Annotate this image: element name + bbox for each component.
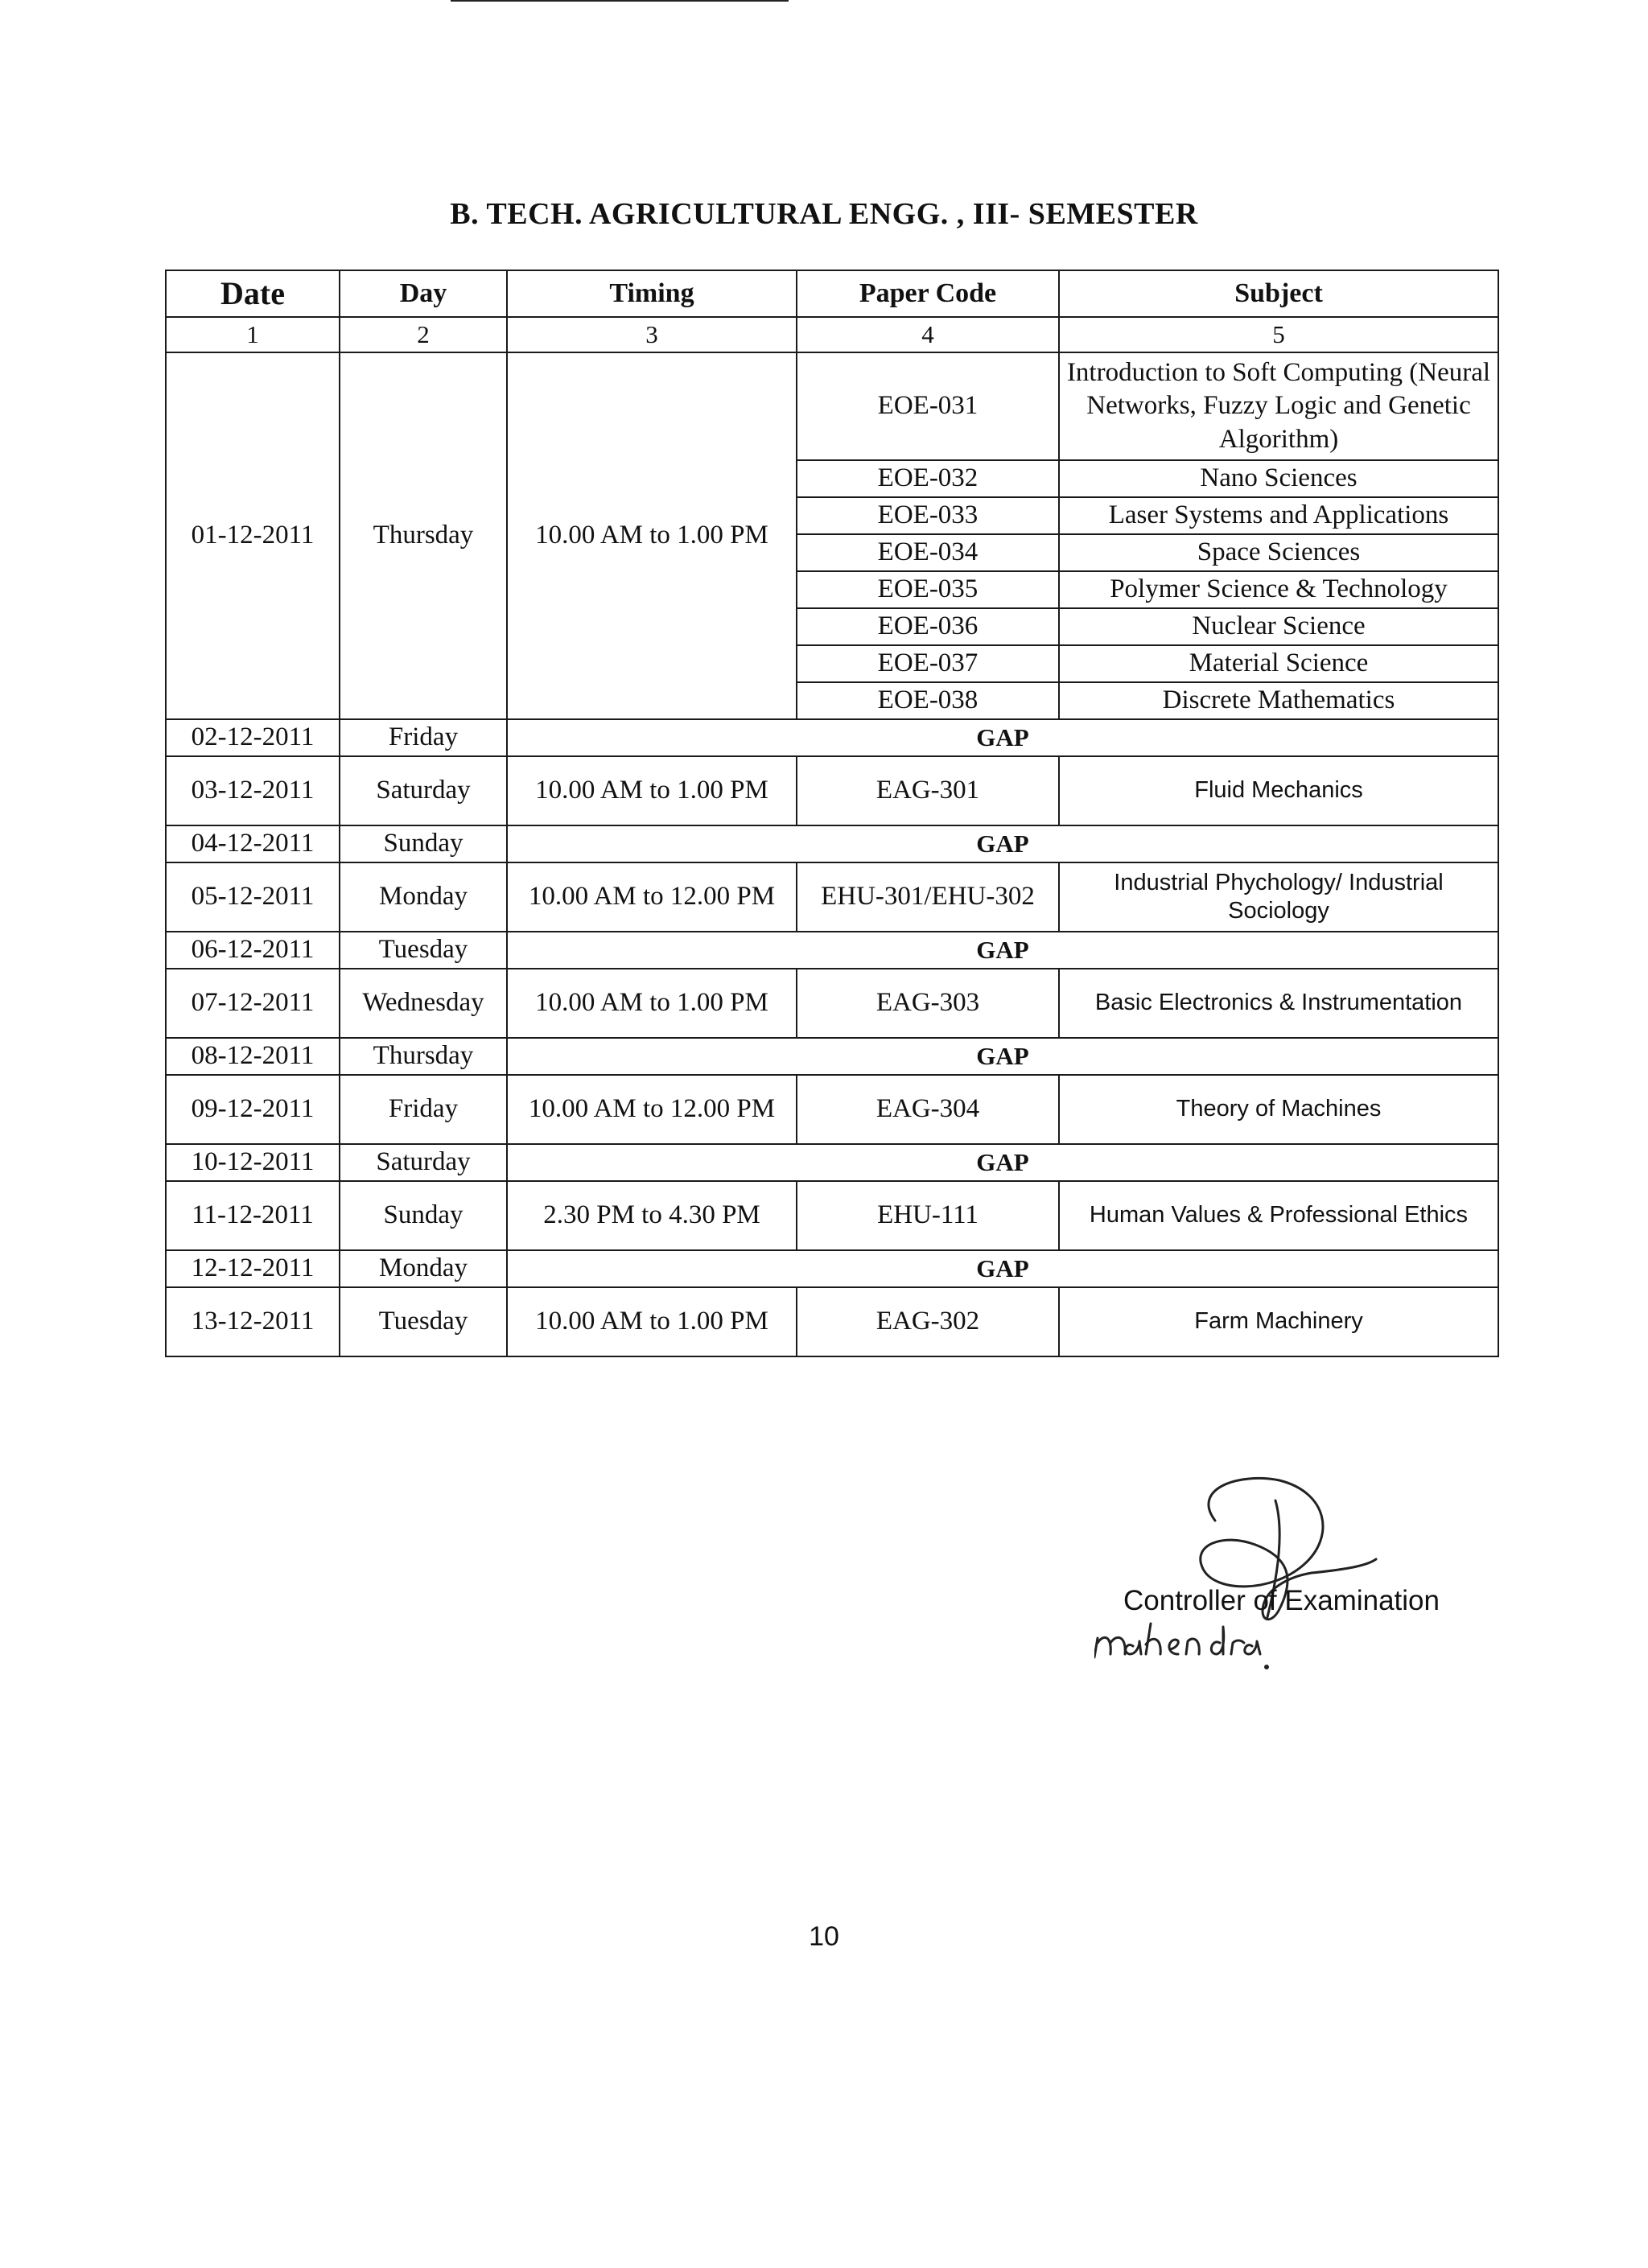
day-cell: Tuesday bbox=[340, 932, 507, 969]
paper-code-cell: EOE-038 bbox=[797, 682, 1059, 719]
table-row bbox=[166, 352, 1498, 460]
table-row bbox=[166, 969, 1498, 1038]
top-rule bbox=[451, 0, 789, 2]
subject-cell: Fluid Mechanics bbox=[1059, 756, 1498, 825]
paper-code-cell: EHU-111 bbox=[797, 1181, 1059, 1250]
header-timing: Timing bbox=[507, 270, 797, 317]
date-cell: 03-12-2011 bbox=[166, 756, 340, 825]
date-cell: 13-12-2011 bbox=[166, 1287, 340, 1356]
table-row bbox=[166, 1181, 1498, 1250]
paper-code-cell: EAG-302 bbox=[797, 1287, 1059, 1356]
day-cell: Sunday bbox=[340, 825, 507, 862]
subject-cell: Farm Machinery bbox=[1059, 1287, 1498, 1356]
paper-code-cell: EAG-303 bbox=[797, 969, 1059, 1038]
table-row bbox=[166, 1287, 1498, 1356]
subject-cell: Polymer Science & Technology bbox=[1059, 571, 1498, 608]
page-number: 10 bbox=[809, 1921, 839, 1952]
table-row bbox=[166, 1144, 1498, 1181]
date-cell: 09-12-2011 bbox=[166, 1075, 340, 1144]
paper-code-cell: EOE-036 bbox=[797, 608, 1059, 645]
day-cell: Tuesday bbox=[340, 1287, 507, 1356]
table-row bbox=[166, 932, 1498, 969]
header-row bbox=[166, 270, 1498, 317]
paper-code-cell: EOE-033 bbox=[797, 497, 1059, 534]
paper-code-cell: EHU-301/EHU-302 bbox=[797, 862, 1059, 932]
date-cell: 06-12-2011 bbox=[166, 932, 340, 969]
paper-code-cell: EOE-037 bbox=[797, 645, 1059, 682]
day-cell: Monday bbox=[340, 1250, 507, 1287]
paper-code-cell: EOE-032 bbox=[797, 460, 1059, 497]
table-row bbox=[166, 756, 1498, 825]
header-date: Date bbox=[166, 270, 340, 317]
date-cell: 12-12-2011 bbox=[166, 1250, 340, 1287]
gap-cell: GAP bbox=[507, 1144, 1498, 1181]
gap-cell: GAP bbox=[507, 1250, 1498, 1287]
date-cell: 08-12-2011 bbox=[166, 1038, 340, 1075]
timing-cell: 10.00 AM to 1.00 PM bbox=[507, 969, 797, 1038]
table-row bbox=[166, 719, 1498, 756]
subject-cell: Laser Systems and Applications bbox=[1059, 497, 1498, 534]
day-cell: Friday bbox=[340, 1075, 507, 1144]
controller-of-examination-label: Controller of Examination bbox=[1123, 1585, 1440, 1616]
date-cell: 02-12-2011 bbox=[166, 719, 340, 756]
timing-cell: 10.00 AM to 12.00 PM bbox=[507, 862, 797, 932]
gap-cell: GAP bbox=[507, 719, 1498, 756]
table-row bbox=[166, 1250, 1498, 1287]
column-number: 5 bbox=[1059, 317, 1498, 352]
subject-cell: Industrial Phychology/ Industrial Sociology bbox=[1059, 862, 1498, 932]
subject-cell: Discrete Mathematics bbox=[1059, 682, 1498, 719]
date-cell: 07-12-2011 bbox=[166, 969, 340, 1038]
subject-cell: Theory of Machines bbox=[1059, 1075, 1498, 1144]
timing-cell: 10.00 AM to 12.00 PM bbox=[507, 1075, 797, 1144]
subject-cell: Nano Sciences bbox=[1059, 460, 1498, 497]
signature-mark bbox=[1094, 1456, 1513, 1698]
timing-cell: 10.00 AM to 1.00 PM bbox=[507, 1287, 797, 1356]
day-cell: Monday bbox=[340, 862, 507, 932]
timing-cell: 10.00 AM to 1.00 PM bbox=[507, 756, 797, 825]
column-number-row bbox=[166, 317, 1498, 352]
page-title: B. TECH. AGRICULTURAL ENGG. , III- SEMESTER bbox=[450, 197, 1198, 231]
paper-code-cell: EOE-031 bbox=[797, 352, 1059, 460]
day-cell: Thursday bbox=[340, 1038, 507, 1075]
day-cell: Saturday bbox=[340, 756, 507, 825]
date-cell: 05-12-2011 bbox=[166, 862, 340, 932]
column-number: 4 bbox=[797, 317, 1059, 352]
paper-code-cell: EOE-034 bbox=[797, 534, 1059, 571]
exam-schedule-table bbox=[165, 270, 1499, 1357]
subject-cell: Nuclear Science bbox=[1059, 608, 1498, 645]
header-subject: Subject bbox=[1059, 270, 1498, 317]
date-cell: 10-12-2011 bbox=[166, 1144, 340, 1181]
timing-cell: 10.00 AM to 1.00 PM bbox=[507, 352, 797, 719]
timing-cell: 2.30 PM to 4.30 PM bbox=[507, 1181, 797, 1250]
subject-cell: Basic Electronics & Instrumentation bbox=[1059, 969, 1498, 1038]
day-cell: Saturday bbox=[340, 1144, 507, 1181]
column-number: 1 bbox=[166, 317, 340, 352]
table-row bbox=[166, 862, 1498, 932]
paper-code-cell: EAG-301 bbox=[797, 756, 1059, 825]
subject-cell: Material Science bbox=[1059, 645, 1498, 682]
date-cell: 11-12-2011 bbox=[166, 1181, 340, 1250]
gap-cell: GAP bbox=[507, 1038, 1498, 1075]
date-cell: 01-12-2011 bbox=[166, 352, 340, 719]
table-row bbox=[166, 1075, 1498, 1144]
day-cell: Sunday bbox=[340, 1181, 507, 1250]
gap-cell: GAP bbox=[507, 932, 1498, 969]
day-cell: Thursday bbox=[340, 352, 507, 719]
day-cell: Friday bbox=[340, 719, 507, 756]
paper-code-cell: EAG-304 bbox=[797, 1075, 1059, 1144]
subject-cell: Human Values & Professional Ethics bbox=[1059, 1181, 1498, 1250]
header-day: Day bbox=[340, 270, 507, 317]
column-number: 3 bbox=[507, 317, 797, 352]
table-row bbox=[166, 825, 1498, 862]
column-number: 2 bbox=[340, 317, 507, 352]
paper-code-cell: EOE-035 bbox=[797, 571, 1059, 608]
gap-cell: GAP bbox=[507, 825, 1498, 862]
subject-cell: Space Sciences bbox=[1059, 534, 1498, 571]
signature-block bbox=[1094, 1456, 1513, 1698]
day-cell: Wednesday bbox=[340, 969, 507, 1038]
header-paper-code: Paper Code bbox=[797, 270, 1059, 317]
subject-cell: Introduction to Soft Computing (Neural Networks, Fuzzy Logic and Genetic Algorithm) bbox=[1059, 352, 1498, 460]
table-row bbox=[166, 1038, 1498, 1075]
date-cell: 04-12-2011 bbox=[166, 825, 340, 862]
